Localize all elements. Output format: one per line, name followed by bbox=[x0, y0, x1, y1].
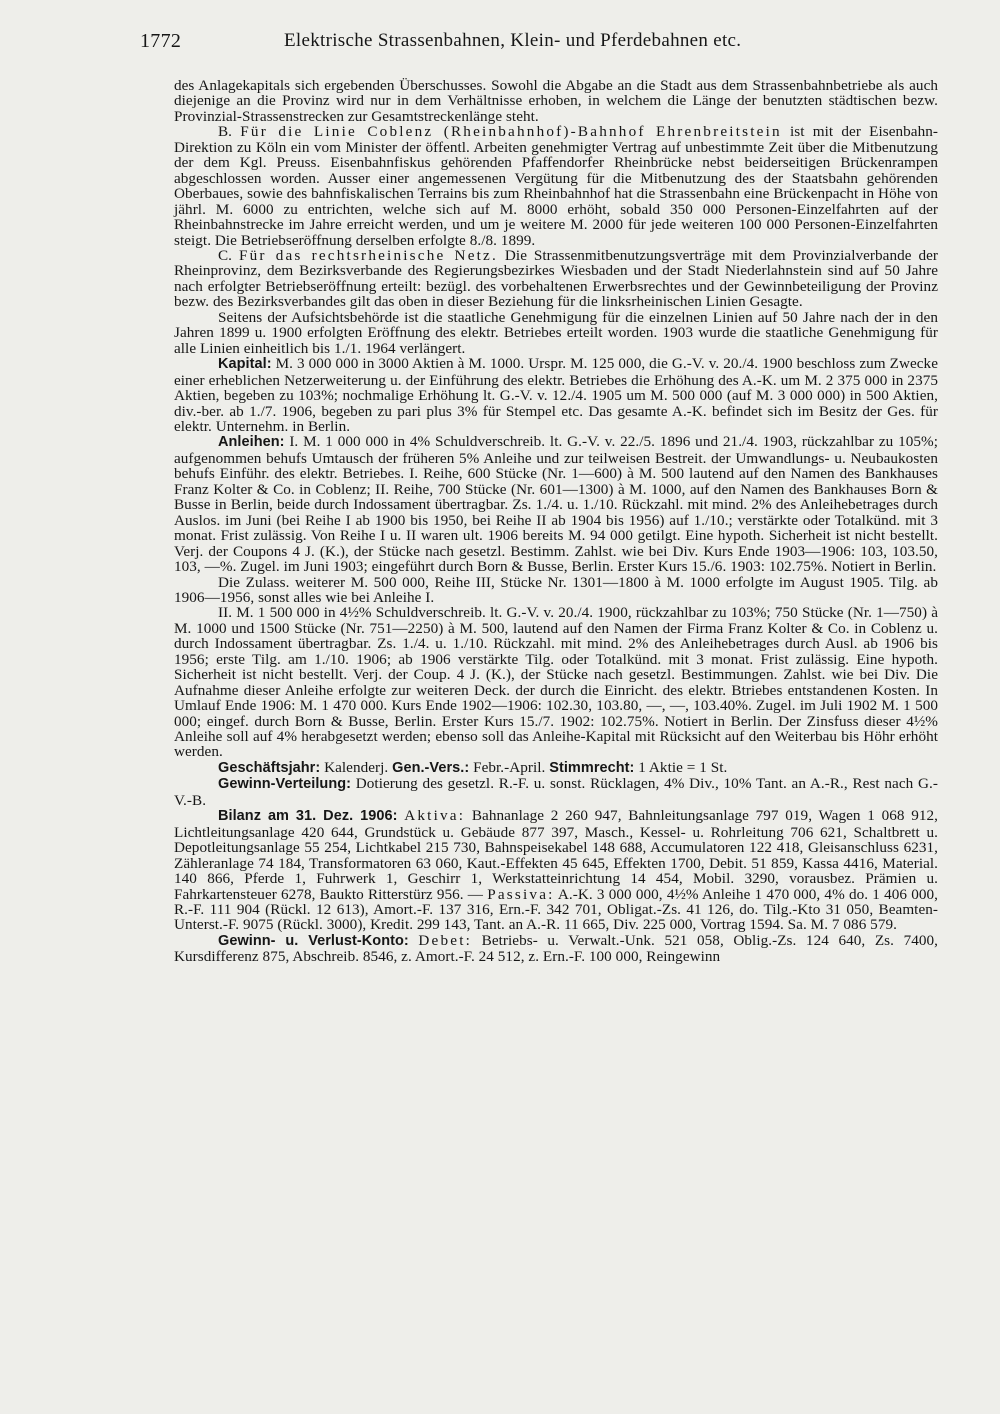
paragraph-p10 bbox=[174, 776, 938, 808]
text-run: B. bbox=[218, 123, 241, 141]
text-run: M. 3 000 000 in 3000 Aktien à M. 1000. Urspr. M. 125 000, die G.-V. v. 20./4. 1900 beschloss zum Zwecke einer erheblichen Netzerweiterung u. der Einführung des elektr. Betriebes die Erhöhung des A.-K. um M. 2 375 000 in 2375 Aktien, begeben zu 103%; nochmalige Erhöhung lt. G.-V. v. 12./4. 1905 um M. 500 000 (auf M. 3 000 000) in 500 Aktien, div.-ber. ab 1./7. 1906, begeben zu pari plus 3% für Stempel etc. Das gesamte A.-K. befindet sich im Besitz der Ges. für elektr. Unternehm. in Berlin. bbox=[174, 355, 938, 435]
text-run: Seitens der Aufsichtsbehörde ist die staatliche Genehmigung für die einzelnen Linien auf 50 Jahre nach der in den Jahren 1899 u. 1900 erfolgten Eröffnung des elektr. Betriebes erteilt worden. 1903 wurde die staatliche Genehmigung für alle Linien einheitlich bis 1./1. 1964 verlängert. bbox=[174, 308, 938, 357]
text-run: Kalenderj. bbox=[320, 758, 393, 776]
text-run: Passiva: bbox=[487, 885, 555, 903]
text-run: des Anlagekapitals sich ergebenden Überschusses. Sowohl die Abgabe an die Stadt aus dem Strassenbahnbetriebe als auch diejenige an die Provinz wird nur in dem Verhältnisse erhoben, in welchem die Länge der benutzten städtischen bezw. Provinzial-Strassenstrecken zur Gesamtstreckenlänge steht. bbox=[174, 77, 938, 125]
text-run: Die Strassenmitbenutzungsverträge mit dem Provinzialverbande der Rheinprovinz, dem Bezirksverbande des Regierungsbezirkes Wiesbaden und der Stadt Niederlahnstein sind auf 50 Jahre nach erfolgter Betriebseröffnung erteilt: bezügl. des vorbehaltenen Erwerbsrechtes und der Gewinnbeteiligung der Provinz bezw. des Bezirksverbandes gilt das oben in dieser Beziehung für die linksrheinischen Linien Gesagte. bbox=[174, 246, 938, 311]
text-run: Stimmrecht: bbox=[549, 759, 635, 776]
text-run: Für die Linie Coblenz (Rheinbahnhof)-Bahnhof Ehrenbreitstein bbox=[240, 123, 782, 141]
text-run: Febr.-April. bbox=[469, 758, 550, 776]
text-run: Gewinn- u. Verlust-Konto: bbox=[218, 932, 409, 949]
text-run: C. bbox=[218, 246, 239, 264]
text-run: Gewinn-Verteilung: bbox=[218, 776, 352, 793]
paragraph-p7 bbox=[174, 575, 938, 606]
text-run: Bilanz am 31. Dez. 1906: bbox=[218, 808, 398, 825]
text-run: 1 Aktie = 1 St. bbox=[634, 758, 728, 776]
paragraph-p1 bbox=[174, 78, 938, 124]
paragraph-p6 bbox=[174, 434, 938, 574]
paragraph-p3 bbox=[174, 248, 938, 310]
text-run: Aktiva: bbox=[404, 807, 466, 825]
text-run: ist mit der Eisenbahn-Direktion zu Köln ein vom Minister der öffentl. Arbeiten genehmigter Vertrag auf unbestimmte Zeit über die Mitbenutzung der dem Kgl. Preuss. Eisenbahnfiskus gehörenden Pfaffendorfer Rheinbrücke nebst beiderseitigen Brückenrampen abgeschlossen worden. Ausser einer angemessenen Vergütung für die Mitbenutzung des der Staatsbahn gehörenden Oberbaues, sowie des bahnfiskalischen Terrains bis zum Rheinbahnhof hat die Strassenbahn eine Brückenpacht in Höhe von jährl. M. 6000 zu entrichten, welche sich auf M. 8000 erhöht, sobald 350 000 Personen-Einzelfahrten auf der Rheinbahnstrecke im Jahre erreicht werden, und um je weitere M. 2000 für jede weiteren 100 000 Personen-Einzelfahrten steigt. Die Betriebseröffnung derselben erfolgte 8./8. 1899. bbox=[174, 123, 938, 249]
text-run: Anleihen: bbox=[218, 434, 285, 451]
text-run: Gen.-Vers.: bbox=[392, 759, 470, 776]
text-run: I. M. 1 000 000 in 4% Schuldverschreib. lt. G.-V. v. 22./5. 1896 und 21./4. 1903, rückzahlbar zu 105%; aufgenommen behufs Umtausch der früheren 5% Anleihe und zur teilweisen Bestreit. der Umwandlungs- u. Neubaukosten behufs Einführ. des elektr. Betriebes. I. Reihe, 600 Stücke (Nr. 1—600) à M. 500 lautend auf den Namen des Bankhauses Franz Kolter & Co. in Coblenz; II. Reihe, 700 Stücke (Nr. 601—1300) à M. 1000, auf den Namen des Bankhauses Born & Busse in Berlin, beide durch Indossament übertragbar. Zs. 1./4. u. 1./10. Rückzahl. mit mind. 2% des Anleihebetrages durch Auslos. im Juni (bei Reihe I ab 1900 bis 1950, bei Reihe II ab 1904 bis 1956) auf 1./10.; verstärkte oder Totalkünd. mit 3 monat. Frist zulässig. Von Reihe I u. II waren ult. 1906 bereits M. 94 000 getilgt. Eine hypoth. Sicherheit ist nicht bestellt. Verj. der Coupons 4 J. (K.), der Stücke nach gesetzl. Bestimm. Zahlst. wie bei Div. Kurs Ende 1903—1906: 103, 103.50, 103, —%. Zugel. im Juni 1903; eingeführt durch Born & Busse, Berlin. Erster Kurs 15./6. 1903: 102.75%. Notiert in Berlin. bbox=[174, 433, 938, 576]
text-run: Für das rechtsrheinische Netz. bbox=[238, 246, 498, 264]
paragraph-p8 bbox=[174, 605, 938, 760]
text-run: Kapital: bbox=[218, 356, 272, 373]
text-run: Dotierung des gesetzl. R.-F. u. sonst. Rücklagen, 4% Div., 10% Tant. an A.-R., Rest nach G.-V.-B. bbox=[174, 775, 938, 809]
paragraph-p4 bbox=[174, 310, 938, 356]
text-run: Geschäftsjahr: bbox=[218, 759, 321, 776]
page-number: 1772 bbox=[140, 30, 182, 52]
paragraph-p2 bbox=[174, 124, 938, 248]
paragraph-p12 bbox=[174, 933, 938, 965]
document-body bbox=[174, 78, 938, 965]
page-header bbox=[140, 30, 938, 52]
text-run: Debet: bbox=[418, 931, 473, 949]
text-run: A.-K. 3 000 000, 4½% Anleihe 1 470 000, 4% do. 1 406 000, R.-F. 111 904 (Rückl. 12 613), Amort.-F. 137 316, Ern.-F. 342 701, Obligat.-Zs. 41 126, do. Tilg.-Kto 31 050, Beamten-Unterst.-F. 9075 (Rückl. 3000), Kredit. 299 143, Tant. an A.-R. 11 665, Div. 225 000, Vortrag 1594. Sa. M. 7 086 579. bbox=[174, 885, 938, 934]
text-run bbox=[409, 932, 419, 949]
running-title: Elektrische Strassenbahnen, Klein- und Pferdebahnen etc. bbox=[284, 30, 742, 51]
paragraph-p5 bbox=[174, 356, 938, 434]
text-run: Bahnanlage 2 260 947, Bahnleitungsanlage 797 019, Wagen 1 068 912, Lichtleitungsanlage 420 644, Grundstück u. Gebäude 877 397, Masch., Kessel- u. Rohrleitung 706 621, Schaltbrett u. Depotleitungsanlage 55 254, Lichtkabel 215 730, Bahnspeisekabel 148 688, Accumulatoren 122 418, Gleisanschluss 6231, Zähleranlage 74 184, Transformatoren 63 060, Kaut.-Effekten 45 645, Effekten 1700, Debit. 51 859, Kassa 4416, Material. 140 866, Pferde 1, Fuhrwerk 1, Geschirr 1, Werkstatteinrichtung 14 454, Mobil. 3290, vorausbez. Prämien u. Fahrkartensteuer 6278, Baukto Ritterstürz 956. — bbox=[174, 807, 938, 903]
text-run: Die Zulass. weiterer M. 500 000, Reihe III, Stücke Nr. 1301—1800 à M. 1000 erfolgte im August 1905. Tilg. ab 1906—1956, sonst alles wie bei Anleihe I. bbox=[174, 573, 938, 606]
text-run: Betriebs- u. Verwalt.-Unk. 521 058, Oblig.-Zs. 124 640, Zs. 7400, Kursdifferenz 875, Abschreib. 8546, z. Amort.-F. 24 512, z. Ern.-F. 100 000, Reingewinn bbox=[174, 931, 938, 966]
paragraph-p11 bbox=[174, 808, 938, 933]
text-run: II. M. 1 500 000 in 4½% Schuldverschreib. lt. G.-V. v. 20./4. 1900, rückzahlbar zu 103%; 750 Stücke (Nr. 1—750) à M. 1000 und 1500 Stücke (Nr. 751—2250) à M. 500, lautend auf den Namen der Firma Franz Kolter & Co. in Coblenz u. durch Indossament übertragbar. Zs. 1./4. u. 1./10. Rückzahl. mit mind. 2% des Anleihebetrages durch Ausl. ab 1906 bis 1956; erste Tilg. am 1./10. 1906; ab 1906 verstärkte Tilg. oder Totalkünd. mit 3 monat. Frist zulässig. Eine hypoth. Sicherheit ist nicht bestellt. Verj. der Coup. 4 J. (K.), der Stücke nach gesetzl. Bestimmungen. Zahlst. wie bei Div. Die Aufnahme dieser Anleihe erfolgte zur weiteren Deck. der durch die Einricht. des elektr. Btriebes entstandenen Kosten. In Umlauf Ende 1906: M. 1 470 000. Kurs Ende 1902—1906: 102.30, 103.80, —, —, 103.40%. Zugel. im Juli 1902 M. 1 500 000; eingef. durch Born & Busse, Berlin. Erster Kurs 15./7. 1902: 102.75%. Notiert in Berlin. Der Zinsfuss dieser 4½% Anleihe soll auf 4% herabgesetzt werden; ebenso soll das Anleihe-Kapital mit Rücksicht auf den Weiterbau bis Höhr erhöht werden. bbox=[174, 604, 938, 761]
paragraph-p9 bbox=[174, 760, 938, 776]
